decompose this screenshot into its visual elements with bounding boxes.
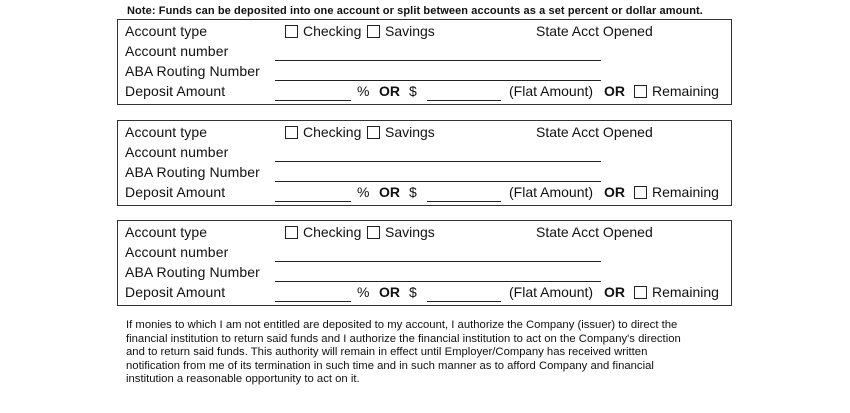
checking-label: Checking xyxy=(303,124,362,140)
flat-amount-field[interactable] xyxy=(427,201,501,202)
routing-number-label: ABA Routing Number xyxy=(125,164,260,180)
routing-number-field[interactable] xyxy=(275,181,601,182)
percent-amount-field[interactable] xyxy=(275,201,351,202)
savings-checkbox[interactable] xyxy=(367,25,380,38)
percent-amount-field[interactable] xyxy=(275,100,351,101)
account-section-1 xyxy=(117,19,732,105)
or-label: OR xyxy=(379,83,400,99)
or-label: OR xyxy=(604,184,625,200)
account-type-label: Account type xyxy=(125,224,208,240)
savings-checkbox[interactable] xyxy=(367,126,380,139)
authorization-paragraph xyxy=(126,319,726,387)
checking-label: Checking xyxy=(303,224,362,240)
remaining-label: Remaining xyxy=(652,184,719,200)
checking-label: Checking xyxy=(303,23,362,39)
account-number-label: Account number xyxy=(125,43,229,59)
authorization-line: notification from me of its termination in such time and in such manner as to afford Company and financial xyxy=(126,359,654,372)
account-number-field[interactable] xyxy=(275,60,601,61)
authorization-line: institution a reasonable opportunity to act on it. xyxy=(126,373,360,386)
flat-amount-label: (Flat Amount) xyxy=(509,184,594,200)
routing-number-field[interactable] xyxy=(275,281,601,282)
deposit-amount-label: Deposit Amount xyxy=(125,284,226,300)
percent-amount-field[interactable] xyxy=(275,301,351,302)
account-type-label: Account type xyxy=(125,23,208,39)
deposit-amount-label: Deposit Amount xyxy=(125,184,226,200)
account-type-label: Account type xyxy=(125,124,208,140)
authorization-line: If monies to which I am not entitled are deposited to my account, I authorize the Company (issuer) to direct the xyxy=(126,319,678,331)
account-number-field[interactable] xyxy=(275,161,601,162)
account-number-field[interactable] xyxy=(275,261,601,262)
remaining-checkbox[interactable] xyxy=(634,85,647,98)
savings-checkbox[interactable] xyxy=(367,226,380,239)
account-section-3 xyxy=(117,220,732,306)
state-acct-opened-label: State Acct Opened xyxy=(536,23,653,39)
routing-number-label: ABA Routing Number xyxy=(125,63,260,79)
authorization-line: and to return said funds. This authority will remain in effect until Employer/Company has received written xyxy=(126,346,648,359)
flat-amount-field[interactable] xyxy=(427,301,501,302)
savings-label: Savings xyxy=(385,224,435,240)
checking-checkbox[interactable] xyxy=(285,126,298,139)
checking-checkbox[interactable] xyxy=(285,226,298,239)
routing-number-label: ABA Routing Number xyxy=(125,264,260,280)
or-label: OR xyxy=(379,184,400,200)
flat-amount-label: (Flat Amount) xyxy=(509,83,594,99)
percent-sign: % xyxy=(357,83,370,99)
routing-number-field[interactable] xyxy=(275,80,601,81)
deposit-amount-label: Deposit Amount xyxy=(125,83,226,99)
state-acct-opened-label: State Acct Opened xyxy=(536,224,653,240)
note-text: Note: Funds can be deposited into one account or split between accounts as a set percent or dollar amount. xyxy=(127,5,703,17)
remaining-checkbox[interactable] xyxy=(634,186,647,199)
or-label: OR xyxy=(379,284,400,300)
remaining-label: Remaining xyxy=(652,284,719,300)
flat-amount-field[interactable] xyxy=(427,100,501,101)
checking-checkbox[interactable] xyxy=(285,25,298,38)
account-number-label: Account number xyxy=(125,244,229,260)
state-acct-opened-label: State Acct Opened xyxy=(536,124,653,140)
flat-amount-label: (Flat Amount) xyxy=(509,284,594,300)
account-section-2 xyxy=(117,120,732,206)
remaining-label: Remaining xyxy=(652,83,719,99)
dollar-sign: $ xyxy=(409,284,417,300)
remaining-checkbox[interactable] xyxy=(634,286,647,299)
percent-sign: % xyxy=(357,184,370,200)
account-number-label: Account number xyxy=(125,144,229,160)
authorization-line: financial institution to return said funds and I authorize the financial institution to act on the Company's direction xyxy=(126,332,681,345)
savings-label: Savings xyxy=(385,23,435,39)
dollar-sign: $ xyxy=(409,184,417,200)
savings-label: Savings xyxy=(385,124,435,140)
or-label: OR xyxy=(604,284,625,300)
dollar-sign: $ xyxy=(409,83,417,99)
percent-sign: % xyxy=(357,284,370,300)
or-label: OR xyxy=(604,83,625,99)
